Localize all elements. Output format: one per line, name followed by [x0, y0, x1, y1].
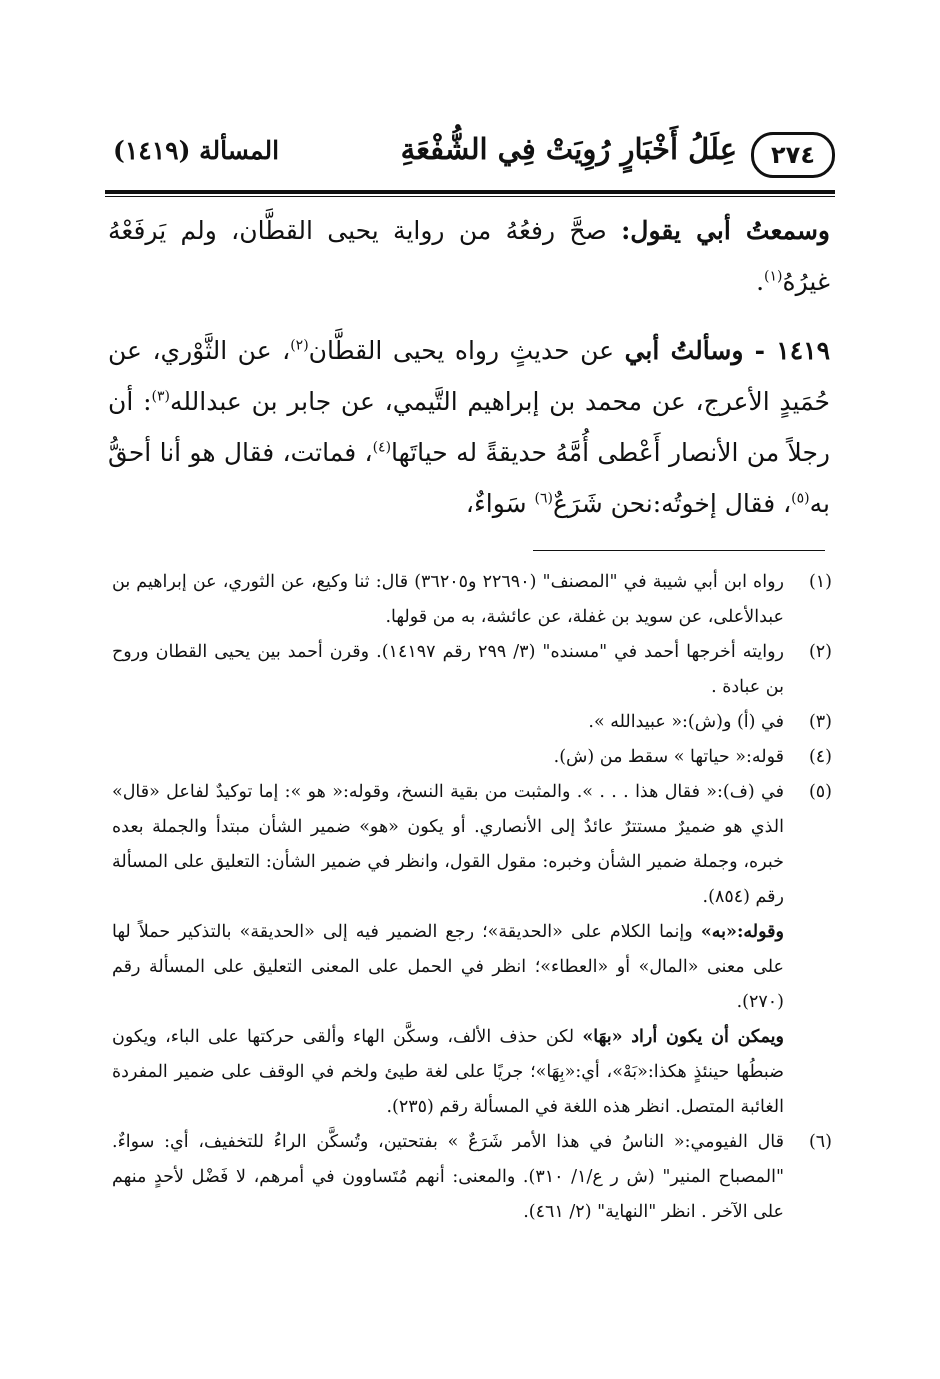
- paragraph-1: [108, 205, 830, 307]
- footnote-number: (٢): [808, 642, 832, 662]
- footnote-text: قوله:« حياتها » سقط من (ش).: [553, 747, 784, 767]
- footnote-lead: وقوله:«به»: [700, 922, 784, 942]
- footnote-ref-4[interactable]: (٤): [372, 439, 392, 456]
- footnote-number: (٥): [808, 782, 832, 802]
- footnote-separator: [533, 550, 825, 551]
- footnote-continuation: [112, 1020, 832, 1125]
- footnote-number: (٣): [808, 712, 832, 732]
- footnote-number: (١): [808, 572, 832, 592]
- issue-lead: ١٤١٩ - وسألتُ أبي: [624, 336, 831, 365]
- footnote-ref-1[interactable]: (١): [764, 268, 783, 285]
- p2-text-e: ، فقال إخوتُه:نحن شَرَعٌ: [552, 489, 792, 518]
- footnote-ref-2[interactable]: (٢): [290, 337, 309, 354]
- p1-text: صحَّ رفعُهُ من رواية يحيى القطَّان، ولم يَرفَعْهُ غيرُهُ: [108, 216, 830, 296]
- footnote: [112, 705, 832, 740]
- footnote: [112, 1125, 832, 1230]
- page-number-badge: ٢٧٤: [751, 132, 835, 178]
- p2-text-c: : أن رجلاً من الأنصار أَعْطى أُمَّهُ حديقةً له حياتَها: [108, 387, 830, 467]
- footnote-ref-3[interactable]: (٣): [151, 388, 170, 405]
- footnote-text: وإنما الكلام على «الحديقة»؛ رجع الضمير فيه إلى «الحديقة» بالتذكير حملاً لها على معنى «المال» أو «العطاء»؛ انظر في الحمل على المعنى التعليق على المسألة رقم (٢٧٠).: [112, 922, 784, 1012]
- footnote-text: في (ف):« فقال هذا . . . ». والمثبت من بقية النسخ، وقوله:« هو »: إما توكيدٌ لفاعل «قال» الذي هو ضميرٌ مستترٌ عائدٌ إلى الأنصاري. أو يكون «هو» ضمير الشأن مبتدأ والجملة بعده خبره، وجملة ضمير الشأن وخبره: مقول القول، وانظر في ضمير الشأن: التعليق على المسألة رقم (٨٥٤).: [112, 782, 784, 907]
- p1-end: .: [756, 267, 765, 296]
- footnote-text: قال الفيومي:« الناسُ في هذا الأمر شَرَعٌ » بفتحتين، وتُسكَّن الراءُ للتخفيف، أي: سواءٌ. "المصباح المنير" (ش ر ع/١/ ٣١٠). والمعنى: أنهم مُتَساوون في أمرهم، لا فَضْل لأحدٍ منهم على الآخر . انظر "النهاية" (٢/ ٤٦١).: [112, 1132, 784, 1222]
- book-title: عِلَلُ أَخْبَارٍ رُوِيَتْ فِي الشُّفْعَةِ: [400, 132, 737, 166]
- footnote-number: (٤): [808, 747, 832, 767]
- footnote-text: في (أ) و(ش):« عبيدالله ».: [588, 712, 784, 732]
- main-text: [108, 205, 830, 529]
- footnote-lead: ويمكن أن يكون أراد «بهَا»: [582, 1027, 784, 1047]
- p2-text-b: ، عن الثَّوْري، عن حُمَيدٍ الأعرج، عن محمد بن إبراهيم التَّيمي، عن جابر بن عبدالله: [108, 336, 830, 416]
- footnote: [112, 775, 832, 915]
- footnote-continuation: [112, 915, 832, 1020]
- p2-text-a: عن حديثٍ رواه يحيى القطَّان: [308, 336, 615, 365]
- footnote-ref-5[interactable]: (٥): [791, 490, 810, 507]
- header-rule-thin: [105, 196, 835, 197]
- p2-text-f: سَواءٌ،: [465, 489, 535, 518]
- paragraph-2: [108, 325, 830, 529]
- header-rule: [105, 190, 835, 194]
- footnote-text: لكن حذف الألف، وسكَّن الهاء وألقى حركتها على الباء، ويكون ضبطُها حينئذٍ هكذا:«بَهْ»، أي:«بِهَا»؛ جريًا على لغة طيئ ولخم في الوقف على ضمير المفردة الغائبة المتصل. انظر هذه اللغة في المسألة رقم (٢٣٥).: [112, 1027, 784, 1117]
- footnote: [112, 565, 832, 635]
- p2-text-d: ، فماتت، فقال هو أنا أحقُّ به: [108, 438, 830, 518]
- page-header: [105, 118, 835, 188]
- footnotes: [112, 565, 832, 1230]
- footnote-ref-6[interactable]: (٦): [534, 490, 553, 507]
- footnote-text: رواه ابن أبي شيبة في "المصنف" (٢٢٦٩٠ و٣٦٢٠٥) قال: ثنا وكيع، عن الثوري، عن إبراهيم بن عبدالأعلى، عن سويد بن غفلة، عن عائشة، به من قولها.: [112, 572, 784, 627]
- footnote: [112, 635, 832, 705]
- p1-lead: وسمعتُ أبي يقول:: [621, 216, 830, 245]
- footnote-number: (٦): [808, 1132, 832, 1152]
- issue-label: المسألة (١٤١٩): [113, 136, 280, 165]
- footnote: [112, 740, 832, 775]
- footnote-text: روايته أخرجها أحمد في "مسنده" (٣/ ٢٩٩ رقم ١٤١٩٧). وقرن أحمد بين يحيى القطان وروح بن عبادة .: [112, 642, 784, 697]
